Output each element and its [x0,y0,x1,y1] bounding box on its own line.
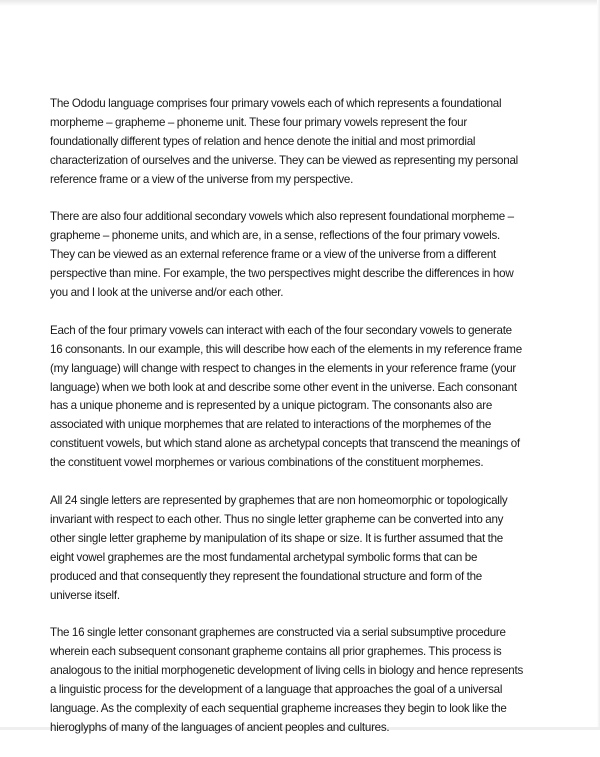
paragraph-consonant-graphemes: The 16 single letter consonant graphemes are constructed via a serial subsumptive procedure wherein each subsequent consonant grapheme contains all prior graphemes. This process is analogous to the initial morphogenetic development of living cells in biology and hence represents a linguistic process for the development of a language that approaches the goal of a universal language. As the complexity of each sequential grapheme increases they begin to look like the hieroglyphs of many of the languages of ancient peoples and cultures. [50,626,524,734]
paragraph-consonants: Each of the four primary vowels can interact with each of the four secondary vowels to generate 16 consonants. In our example, this will describe how each of the elements in my reference frame (my language) will change with respect to changes in the elements in your reference frame (your language) when we both look at and describe some other event in the universe. Each consonant has a unique phoneme and is represented by a unique pictogram. The consonants also are associated with unique morphemes that are related to interactions of the morphemes of the constituent vowels, but which stand alone as archetypal concepts that transcend the meanings of the constituent vowel morphemes or various combinations of the constituent morphemes. [50,323,522,470]
page-top-shadow [0,0,600,6]
document-body [50,95,524,757]
paragraph-secondary-vowels: There are also four additional secondary vowels which also represent foundational morpheme – grapheme – phoneme units, and which are, in a sense, reflections of the four primary vowels. They can be viewed as an external reference frame or a view of the universe from a different perspective than mine. For example, the two perspectives might describe the differences in how you and I look at the universe and/or each other. [50,210,514,300]
paragraph-primary-vowels: The Ododu language comprises four primary vowels each of which represents a foundational morpheme – grapheme – phoneme unit. These four primary vowels represent the four foundationally different types of relation and hence denote the initial and most primordial characterization of ourselves and the universe. They can be viewed as representing my personal reference frame or a view of the universe from my perspective. [50,97,518,186]
paragraph-graphemes: All 24 single letters are represented by graphemes that are non homeomorphic or topologically invariant with respect to each other. Thus no single letter grapheme can be converted into any other single letter grapheme by manipulation of its shape or size. It is further assumed that the eight vowel graphemes are the most fundamental archetypal symbolic forms that can be produced and that consequently they represent the foundational structure and form of the universe itself. [50,493,508,602]
